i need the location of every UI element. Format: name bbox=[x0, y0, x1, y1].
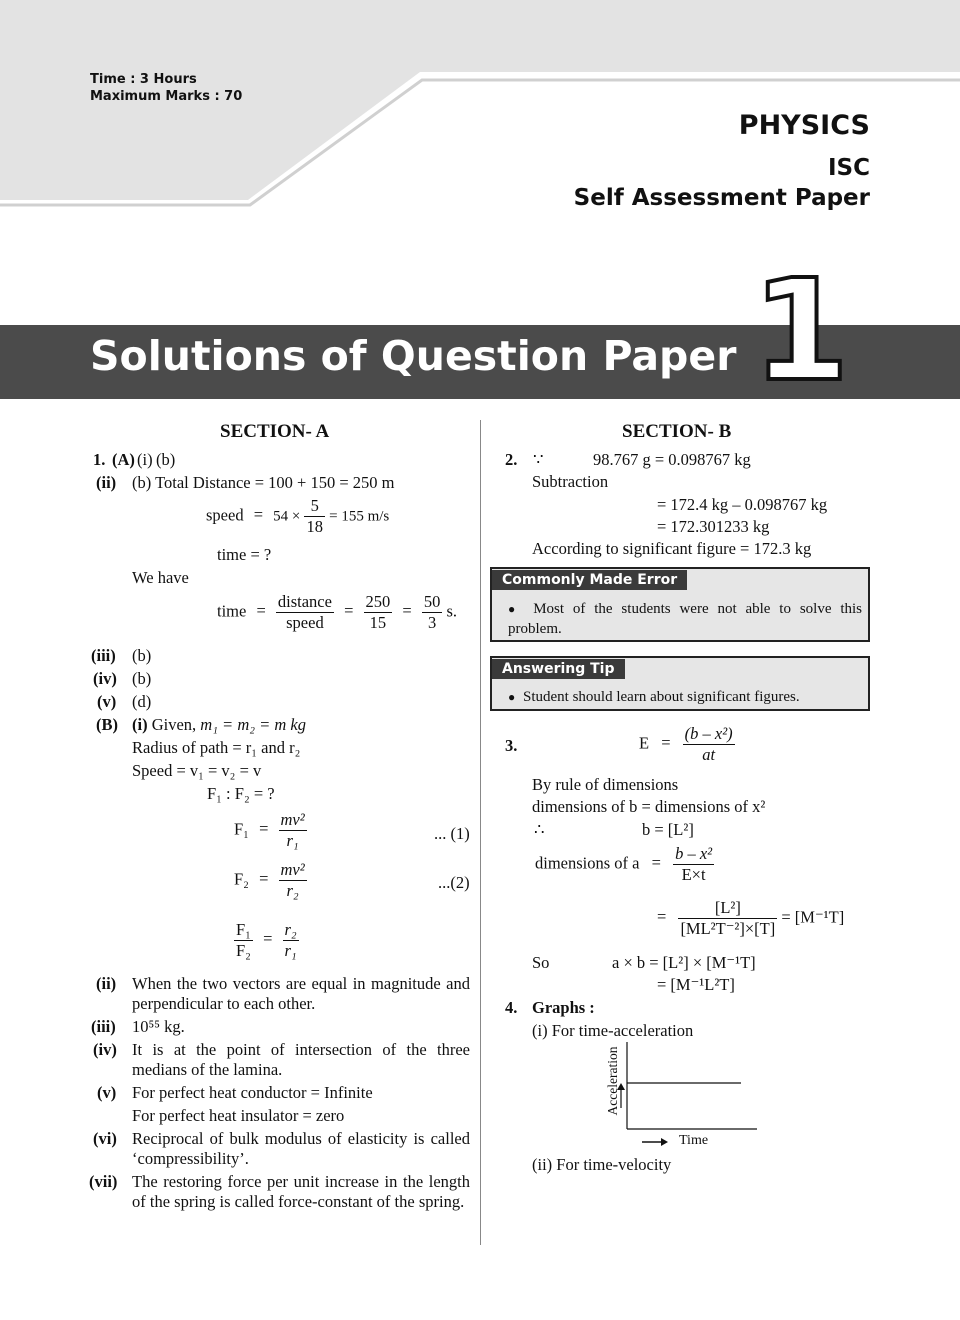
q2-line1: 98.767 g = 0.098767 kg bbox=[593, 450, 751, 469]
q1-iv-answer: (b) bbox=[132, 669, 152, 688]
therefore-symbol: ∴ bbox=[534, 820, 545, 839]
q1-i-label: (i) bbox=[137, 450, 153, 469]
time-velocity-label: (ii) For time-velocity bbox=[532, 1155, 672, 1174]
equals: = bbox=[344, 601, 354, 621]
a-num: b – x² bbox=[675, 844, 713, 863]
paper-type: Self Assessment Paper bbox=[573, 185, 870, 211]
time-acceleration-label: (i) For time-acceleration bbox=[532, 1021, 694, 1040]
q1-ii-label: (ii) bbox=[96, 473, 117, 492]
answer-label: (vii) bbox=[89, 1172, 118, 1191]
section-b-heading: SECTION- B bbox=[622, 421, 732, 442]
q4-number: 4. bbox=[505, 998, 518, 1017]
ratio-lhs bbox=[234, 920, 253, 961]
q2-line4: According to significant figure = 172.3 kg bbox=[532, 539, 812, 558]
q1-v-answer: (d) bbox=[132, 692, 152, 711]
q1-iv-label: (iv) bbox=[93, 669, 117, 688]
frac-num: 250 bbox=[365, 592, 391, 611]
ratio-equation bbox=[234, 920, 299, 961]
eq-1-tag: ... (1) bbox=[434, 824, 470, 843]
speed-equation bbox=[206, 496, 389, 537]
fraction-50-3 bbox=[422, 592, 443, 633]
f2-fraction bbox=[279, 860, 307, 901]
time-equation bbox=[217, 592, 457, 633]
a-dim-fraction bbox=[678, 898, 777, 939]
speed-factor: 54 × bbox=[273, 508, 301, 525]
e-den: at bbox=[702, 745, 716, 764]
ratio-line: F₁ : F₂ = ? bbox=[207, 784, 275, 803]
f1-den: r₁ bbox=[286, 831, 299, 850]
tip-text: Student should learn about significant figures. bbox=[523, 689, 800, 705]
ratio-rhs-num: r₂ bbox=[284, 920, 297, 939]
q2-line2: = 172.4 kg – 0.098767 kg bbox=[657, 495, 828, 514]
so-label: So bbox=[532, 953, 550, 972]
part-b-i-line bbox=[132, 715, 306, 735]
e-symbol: E bbox=[639, 733, 650, 753]
answer-text: For perfect heat conductor = Infinite bbox=[132, 1083, 373, 1102]
equals: = bbox=[259, 869, 269, 889]
answering-tip-text bbox=[508, 687, 800, 707]
q1-ii-text: (b) Total Distance = 100 + 150 = 250 m bbox=[132, 473, 395, 492]
equals: = bbox=[263, 929, 273, 949]
x-axis-label: Time bbox=[679, 1133, 709, 1148]
answer-text: Reciprocal of bulk modulus of elasticity is called ‘compressibility’. bbox=[132, 1129, 470, 1168]
a-dim-den: [ML²T⁻²]×[T] bbox=[680, 919, 776, 938]
q1-number: 1. bbox=[93, 450, 106, 469]
part-b-label: (B) bbox=[96, 715, 118, 734]
answer-label: (vi) bbox=[93, 1129, 117, 1148]
bullet-icon: ● bbox=[508, 602, 521, 616]
dims-a-equation bbox=[535, 844, 714, 885]
speed-result: = 155 m/s bbox=[329, 508, 390, 525]
equals: = bbox=[657, 907, 667, 927]
y-axis-label: Acceleration bbox=[605, 1046, 620, 1116]
frac-num: 50 bbox=[423, 592, 441, 611]
radius-line: Radius of path = r₁ and r₂ bbox=[132, 738, 301, 757]
ab-result: = [M⁻¹L²T] bbox=[657, 975, 735, 994]
bullet-icon: ● bbox=[508, 690, 516, 704]
because-symbol: ∵ bbox=[533, 450, 544, 469]
b-equation: b = [L²] bbox=[642, 820, 694, 839]
q1-iii-answer: (b) bbox=[132, 646, 152, 665]
speed-line: Speed = v₁ = v₂ = v bbox=[132, 761, 262, 780]
time-label: Time : 3 Hours bbox=[90, 72, 197, 87]
equals: = bbox=[259, 819, 269, 839]
answer-label: (iv) bbox=[93, 1040, 117, 1059]
given-equation: m₁ = m₂ = m kg bbox=[200, 715, 306, 734]
part-b-i-label: (i) bbox=[132, 715, 148, 734]
eq-2-tag: ...(2) bbox=[438, 873, 470, 892]
answering-tip-title: Answering Tip bbox=[492, 659, 625, 679]
speed-den: 18 bbox=[306, 517, 323, 536]
rule-line: By rule of dimensions bbox=[532, 775, 679, 794]
time-question: time = ? bbox=[217, 545, 272, 564]
a-dim-num: [L²] bbox=[678, 898, 777, 919]
q1-iii-label: (iii) bbox=[91, 646, 116, 665]
q2-subtraction: Subtraction bbox=[532, 472, 609, 491]
common-error-box bbox=[490, 567, 870, 642]
graphs-heading: Graphs : bbox=[532, 998, 595, 1017]
speed-lhs: speed bbox=[206, 505, 244, 525]
common-error-title: Commonly Made Error bbox=[492, 570, 687, 590]
equals: = bbox=[256, 601, 266, 621]
f2-equation bbox=[234, 860, 307, 901]
dims-b-line: dimensions of b = dimensions of x² bbox=[532, 797, 766, 816]
answer-text: The restoring force per unit increase in the length of the spring is called force-constant of the spring. bbox=[132, 1172, 470, 1211]
x-arrow bbox=[641, 1135, 671, 1149]
a-dim-result: = [M⁻¹T] bbox=[781, 907, 845, 927]
answer-text: It is at the point of intersection of the three medians of the lamina. bbox=[132, 1040, 470, 1079]
f1-num: mv² bbox=[280, 810, 305, 829]
distance-num: distance bbox=[277, 592, 332, 611]
e-fraction bbox=[683, 724, 735, 765]
q1-i-answer: (b) bbox=[156, 450, 176, 469]
a-den: E×t bbox=[681, 865, 706, 884]
dims-a-label: dimensions of a bbox=[535, 853, 640, 873]
ratio-rhs-den: r₁ bbox=[284, 941, 297, 960]
equals: = bbox=[651, 853, 661, 873]
q1-part-a: (A) bbox=[112, 450, 135, 469]
e-num: (b – x²) bbox=[684, 724, 733, 743]
board-label: ISC bbox=[827, 155, 870, 181]
a-dimension-equation bbox=[657, 898, 844, 939]
answer-label: (iii) bbox=[91, 1017, 116, 1036]
q2-line3: = 172.301233 kg bbox=[657, 517, 770, 536]
q3-number: 3. bbox=[505, 736, 518, 755]
q1-v-label: (v) bbox=[97, 692, 117, 711]
unit-seconds: s. bbox=[446, 601, 457, 621]
speed-num: 5 bbox=[304, 496, 325, 517]
ratio-rhs bbox=[283, 920, 299, 961]
e-equation bbox=[639, 724, 735, 765]
section-a-heading: SECTION- A bbox=[220, 421, 330, 442]
banner-title: Solutions of Question Paper bbox=[90, 332, 737, 380]
frac-den: 3 bbox=[427, 613, 437, 632]
answer-text: When the two vectors are equal in magnitude and perpendicular to each other. bbox=[132, 974, 470, 1013]
subject-title: PHYSICS bbox=[738, 110, 870, 141]
answer-text: 10⁵⁵ kg. bbox=[132, 1017, 185, 1036]
f2-symbol: F₂ bbox=[234, 869, 249, 889]
equals: = bbox=[661, 733, 671, 753]
equals: = bbox=[253, 505, 264, 525]
common-error-text bbox=[508, 599, 862, 639]
answer-label: (ii) bbox=[96, 974, 117, 993]
marks-label: Maximum Marks : 70 bbox=[90, 89, 243, 104]
fraction-250-15 bbox=[364, 592, 393, 633]
equals: = bbox=[402, 601, 412, 621]
time-lhs: time bbox=[217, 601, 247, 621]
a-fraction bbox=[673, 844, 714, 885]
distance-den: speed bbox=[286, 613, 324, 632]
header-background bbox=[0, 0, 960, 215]
f1-symbol: F₁ bbox=[234, 819, 249, 839]
answer-text: For perfect heat insulator = zero bbox=[132, 1106, 345, 1125]
q2-number: 2. bbox=[505, 450, 518, 469]
ratio-lhs-num: F₁ bbox=[236, 920, 251, 939]
distance-fraction bbox=[276, 592, 334, 633]
frac-den: 15 bbox=[369, 613, 387, 632]
column-divider bbox=[480, 420, 481, 1245]
f1-equation bbox=[234, 810, 307, 851]
speed-fraction bbox=[304, 496, 325, 537]
ratio-lhs-den: F₂ bbox=[236, 941, 251, 960]
f2-num: mv² bbox=[280, 860, 305, 879]
ab-equation: a × b = [L²] × [M⁻¹T] bbox=[612, 953, 756, 972]
paper-number: 1 bbox=[752, 250, 850, 413]
f1-fraction bbox=[279, 810, 307, 851]
answer-label: (v) bbox=[97, 1083, 117, 1102]
error-text: Most of the students were not able to solve this problem. bbox=[508, 601, 863, 637]
answering-tip-box bbox=[490, 656, 870, 711]
given-word: Given, bbox=[151, 715, 197, 734]
f2-den: r₂ bbox=[286, 881, 299, 900]
we-have: We have bbox=[132, 568, 189, 587]
